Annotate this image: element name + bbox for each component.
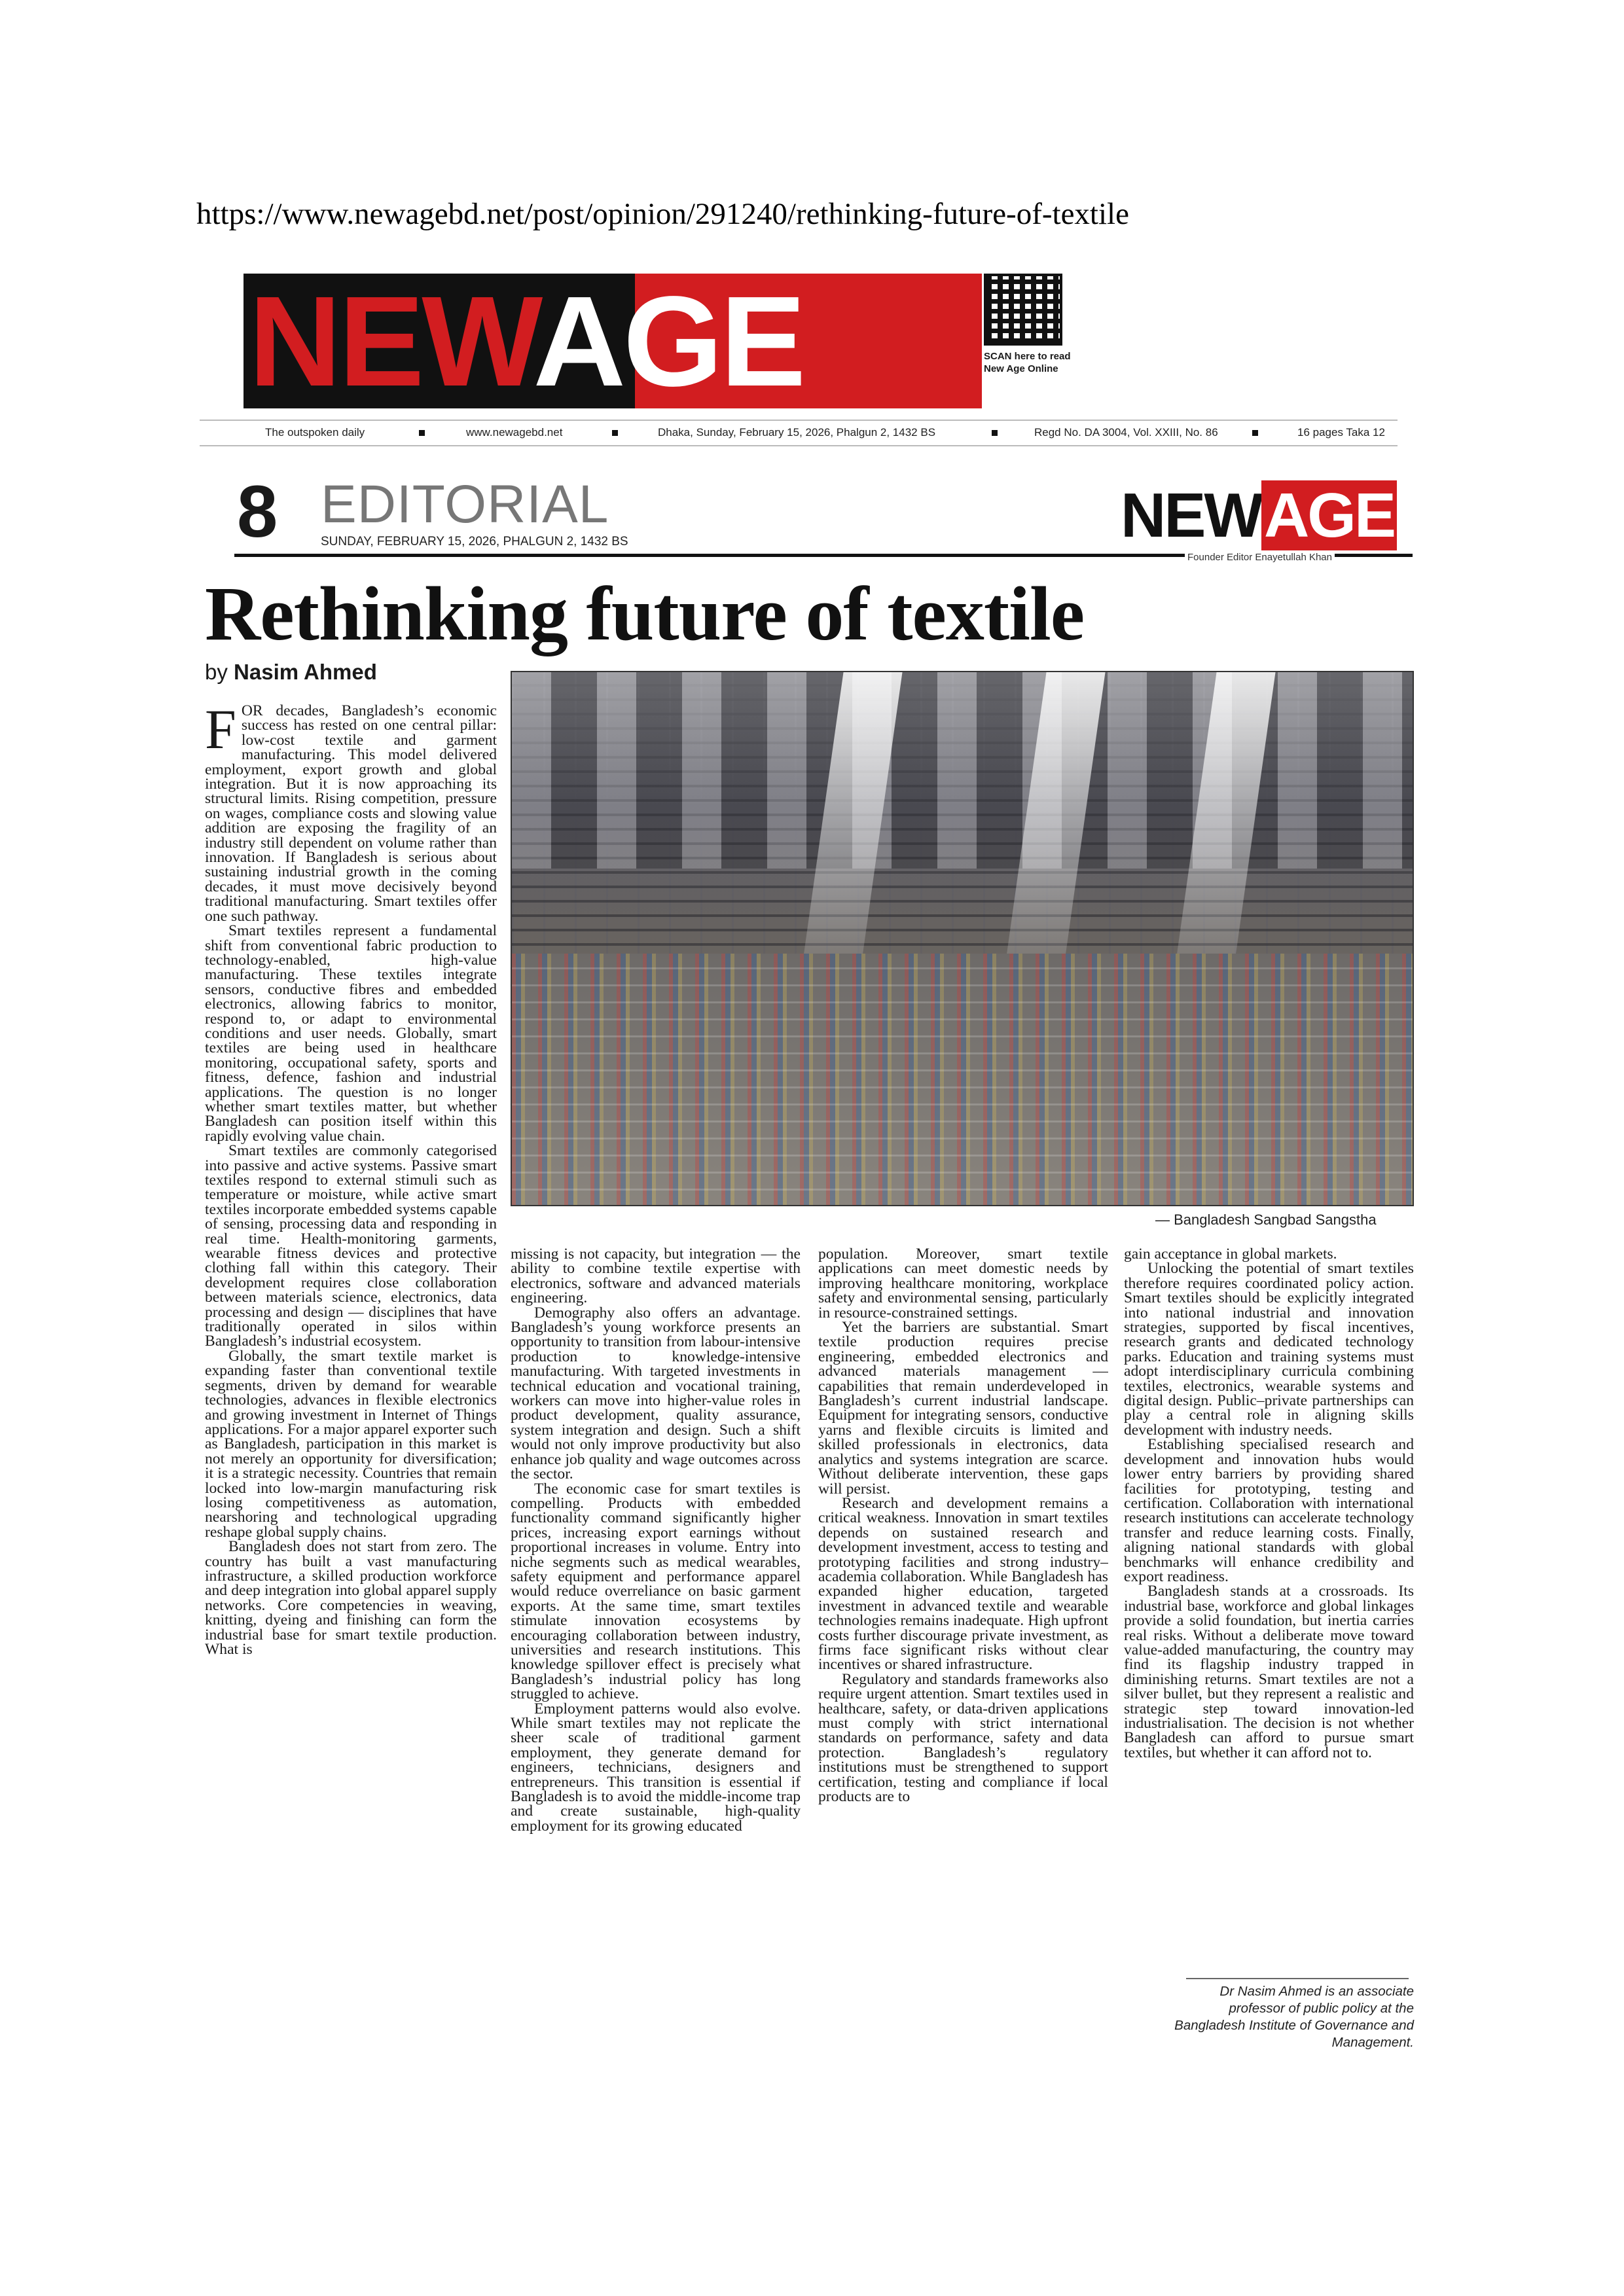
paragraph: Smart textiles are commonly categorised into passive and active systems. Passive smart textiles respond to external stimuli such as temperature or moisture, while active smart textiles incorporate embedded systems capable of sensing, processing data and responding in real time. Health-monitoring garments, wearable fitness devices and protective clothing fall within this category. Their development requires close collaboration between materials science, electronics, data processing and design — disciplines that have traditionally operated in silos within Bangladesh’s industrial ecosystem. bbox=[205, 1142, 497, 1350]
folio-bullet bbox=[1252, 430, 1258, 436]
author-bio-line: Bangladesh Institute of Governance and bbox=[1174, 2018, 1414, 2033]
section-logo-new: NEW bbox=[1121, 480, 1261, 550]
article-column-3 bbox=[818, 1247, 1108, 2045]
author-bio-line: Dr Nasim Ahmed is an associate bbox=[1219, 1984, 1414, 1999]
paragraph: Regulatory and standards frameworks also require urgent attention. Smart textiles used in healthcare, safety, or data-driven applications must comply with strict international standards on performance, safety and data protection. Bangladesh’s regulatory institutions must be strengthened to support certification, testing and compliance if local products are to bbox=[818, 1670, 1108, 1806]
author-name: Nasim Ahmed bbox=[234, 660, 377, 684]
folio-rule-top bbox=[200, 420, 1398, 421]
paragraph: population. Moreover, smart textile applications can meet domestic needs by improving healthcare monitoring, workplace safety and environmental sensing, particularly in resource-constrained settings. bbox=[818, 1247, 1108, 1321]
photo-sewing-floor bbox=[512, 954, 1413, 1206]
logo-age: AGE bbox=[533, 270, 804, 413]
paragraph: Employment patterns would also evolve. While smart textiles may not replicate the sheer scale of traditional garment employment, they generate demand for engineers, technicians, designers and entrepreneurs. This transition is essential if Bangladesh is to avoid the middle-income trap and create sustainable, high-quality employment for its growing educated bbox=[511, 1700, 801, 1835]
paragraph: Bangladesh stands at a crossroads. Its industrial base, workforce and global linkages provide a solid foundation, but inertia carries real risks. Without a deliberate move toward value-added manufacturing, the country may find its flagship industry trapped in diminishing returns. Smart textiles are not a silver bullet, but they represent a realistic and strategic step toward innovation-led industrialisation. The decision is not whether Bangladesh can afford to pursue smart textiles, but whether it can afford not to. bbox=[1124, 1583, 1414, 1761]
paragraph: missing is not capacity, but integration — the ability to combine textile expertise with electronics, software and advanced materials engineering. bbox=[511, 1247, 801, 1307]
folio-rule-bottom bbox=[200, 445, 1398, 446]
factory-floor-photo bbox=[511, 671, 1414, 1206]
masthead-wordmark bbox=[249, 270, 804, 413]
section-title: EDITORIAL bbox=[321, 475, 609, 534]
article-column-2 bbox=[511, 1247, 801, 2045]
article-column-4 bbox=[1124, 1247, 1414, 1980]
section-logo bbox=[1121, 480, 1397, 550]
photo-roof bbox=[512, 672, 1413, 869]
section-date: SUNDAY, FEBRUARY 15, 2026, PHALGUN 2, 1432 BS bbox=[321, 535, 628, 548]
headline: Rethinking future of textile bbox=[205, 571, 1085, 656]
author-bio-line: Management. bbox=[1331, 2035, 1414, 2050]
source-url[interactable]: https://www.newagebd.net/post/opinion/291240/rethinking-future-of-textile bbox=[196, 197, 1129, 231]
paragraph: gain acceptance in global markets. bbox=[1124, 1247, 1337, 1263]
bio-rule bbox=[1186, 1978, 1409, 1979]
author-bio bbox=[1124, 1983, 1414, 2049]
folio-dateline: Dhaka, Sunday, February 15, 2026, Phalgun 2, 1432 BS bbox=[658, 426, 936, 439]
folio-bullet bbox=[992, 430, 998, 436]
paragraph: Unlocking the potential of smart textiles therefore requires coordinated policy action. Smart textiles should be explicitly integrated into national industrial and innovation strategies, supported by fiscal incentives, research grants and dedicated technology parks. Education and training systems must adopt interdisciplinary curricula combining textiles, electronics, wearable systems and digital design. Public–private partnerships can play a central role in aligning skills development with industry needs. bbox=[1124, 1260, 1414, 1439]
folio-bullet bbox=[612, 430, 618, 436]
logo-new: NEW bbox=[249, 270, 533, 413]
paragraph: Yet the barriers are substantial. Smart textile production requires precise engineering, embedded electronics and advanced materials management — capabilities that remain underdeveloped in Bangladesh’s current industrial landscape. Equipment for integrating sensors, conductive yarns and flexible circuits is limited and skilled professionals in electronics, data analytics and systems integration are scarce. Without deliberate intervention, these gaps will persist. bbox=[818, 1319, 1108, 1498]
paragraph bbox=[205, 704, 497, 924]
paragraph: Research and development remains a critical weakness. Innovation in smart textiles depends on sustained research and development investment, access to testing and prototyping facilities and strong industry–academia collaboration. While Bangladesh has expanded higher education, targeted investment in advanced textile and wearable technologies remains inadequate. High upfront costs further discourage private investment, as firms face significant risks without clear incentives or shared infrastructure. bbox=[818, 1494, 1108, 1674]
qr-caption-line2: New Age Online bbox=[984, 363, 1058, 374]
byline-prefix: by bbox=[205, 660, 228, 684]
photo-credit: — Bangladesh Sangbad Sangstha bbox=[1155, 1211, 1377, 1228]
paragraph: Globally, the smart textile market is expanding faster than conventional textile segments, driven by demand for wearable technologies, advances in flexible electronics and growing investment in Internet of Things applications. For a major apparel exporter such as Bangladesh, participation in this market is not merely an opportunity for diversification; it is a strategic necessity. Countries that remain locked into low-margin manufacturing risk losing competitiveness as automation, nearshoring and technological upgrading reshape global supply chains. bbox=[205, 1347, 497, 1541]
byline bbox=[205, 660, 377, 685]
folio-registration: Regd No. DA 3004, Vol. XXIII, No. 86 bbox=[1034, 426, 1218, 439]
paragraph: Establishing specialised research and development and innovation hubs would lower entry barriers by providing shared facilities for prototyping, testing and certification. Collaboration with international research institutions can accelerate technology transfer and reduce learning costs. Finally, aligning national standards with global benchmarks will enhance credibility and export readiness. bbox=[1124, 1436, 1414, 1585]
paragraph: Bangladesh does not start from zero. The country has built a vast manufacturing infrastructure, a skilled production workforce and deep integration into global apparel supply networks. Core competencies in weaving, knitting, dyeing and finishing can form the industrial base for smart textile production. What is bbox=[205, 1538, 497, 1658]
paragraph: Smart textiles represent a fundamental shift from conventional fabric production to technology-enabled, high-value manufacturing. These textiles integrate sensors, conductive fibres and embedded electronics, allowing fabrics to monitor, respond to, or adapt to environmental conditions and user needs. Globally, smart textiles are being used in healthcare monitoring, occupational safety, sports and fitness, defence, fashion and industrial applications. The question is no longer whether smart textiles matter, but whether Bangladesh can position itself within this rapidly evolving value chain. bbox=[205, 922, 497, 1145]
article-column-1 bbox=[205, 704, 497, 2045]
paragraph: The economic case for smart textiles is compelling. Products with embedded functionality command significantly higher prices, increasing export earnings without proportional increases in volume. Entry into niche segments such as medical wearables, safety equipment and performance apparel would reduce overreliance on basic garment exports. At the same time, smart textiles stimulate innovation ecosystems by encouraging collaboration between industry, universities and research institutions. This knowledge spillover effect is precisely what Bangladesh’s industrial policy has long struggled to achieve. bbox=[511, 1480, 801, 1703]
section-logo-age: AGE bbox=[1261, 480, 1397, 550]
qr-caption-line1: SCAN here to read bbox=[984, 351, 1071, 362]
folio-tagline: The outspoken daily bbox=[265, 426, 365, 439]
qr-code-icon bbox=[984, 274, 1062, 346]
folio-website: www.newagebd.net bbox=[466, 426, 563, 439]
paragraph: Demography also offers an advantage. Bangladesh’s young workforce presents an opportunity to transition from labour-intensive production to knowledge-intensive manufacturing. With targeted investments in technical education and vocational training, workers can move into higher-value roles in product development, quality assurance, system integration and design. Such a shift would not only improve productivity but also enhance job quality and wage outcomes across the sector. bbox=[511, 1304, 801, 1483]
masthead-logo bbox=[244, 270, 982, 413]
folio-pages-price: 16 pages Taka 12 bbox=[1297, 426, 1385, 439]
founder-editor: Founder Editor Enayetullah Khan bbox=[1185, 552, 1335, 563]
dropcap: F bbox=[205, 704, 236, 761]
author-bio-line: professor of public policy at the bbox=[1229, 2001, 1414, 2016]
qr-caption bbox=[984, 350, 1095, 375]
folio-bullet bbox=[419, 430, 425, 436]
page-number: 8 bbox=[237, 471, 278, 552]
paragraph-text: OR decades, Bangladesh’s economic success has rested on one central pillar: low-cost textile and garment manufacturing. This model delivered employment, export growth and global integration. But it is now approaching its structural limits. Rising competition, pressure on wages, compliance costs and slowing value addition are exposing the fragility of an industry still dependent on volume rather than innovation. If Bangladesh is serious about sustaining industrial growth in the coming decades, it must move decisively beyond traditional manufacturing. Smart textiles offer one such pathway. bbox=[205, 704, 497, 925]
